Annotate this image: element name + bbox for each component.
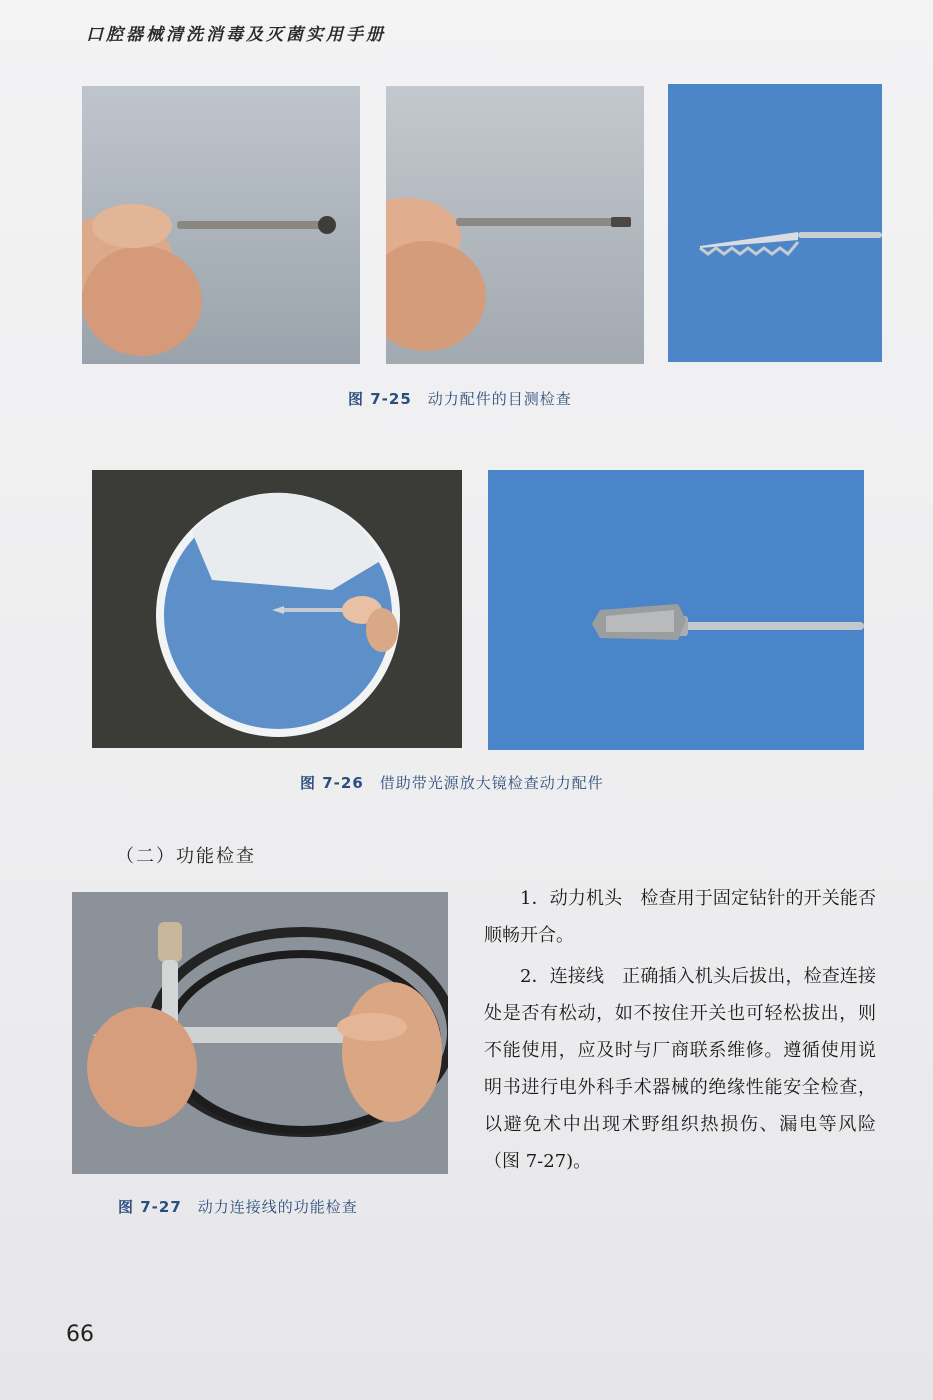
running-head: 口腔器械清洗消毒及灭菌实用手册 (86, 25, 386, 45)
figure-7-25-caption (348, 388, 572, 409)
photo-cable-function-check (72, 892, 448, 1174)
photo-bur-fissure (386, 86, 644, 364)
body-text (484, 880, 876, 1180)
paragraph-term: 1．动力机头 (520, 888, 623, 909)
section-title: （二）功能检查 (116, 846, 256, 867)
figure-number: 图 7-26 (300, 774, 364, 792)
figure-7-26-caption (300, 772, 604, 793)
photo-magnifier-lamp (92, 470, 462, 748)
figure-number: 图 7-27 (118, 1198, 182, 1216)
photo-bur-round-head (82, 86, 360, 364)
paragraph-cable (484, 958, 876, 1180)
figure-caption-text: 动力配件的目测检查 (427, 390, 572, 408)
figure-caption-text: 借助带光源放大镜检查动力配件 (379, 774, 604, 792)
figure-number: 图 7-25 (348, 390, 412, 408)
paragraph-handpiece (484, 880, 876, 954)
paragraph-term: 2．连接线 (520, 966, 605, 987)
page-number: 66 (66, 1322, 94, 1347)
photo-bur-magnified (488, 470, 864, 750)
figure-caption-text: 动力连接线的功能检查 (197, 1198, 358, 1216)
paragraph-text: 正确插入机头后拔出，检查连接处是否有松动，如不按住开关也可轻松拔出，则不能使用，应及时与厂商联系维修。遵循使用说明书进行电外科手术器械的绝缘性能安全检查，以避免术中出现术野组织热损伤、漏电等风险（图 7-27)。 (484, 966, 877, 1172)
paragraph-text: 检查用于固定钻针的开关能否顺畅开合。 (484, 888, 877, 946)
figure-7-27-caption (118, 1196, 358, 1217)
photo-saw-blade (668, 84, 882, 362)
